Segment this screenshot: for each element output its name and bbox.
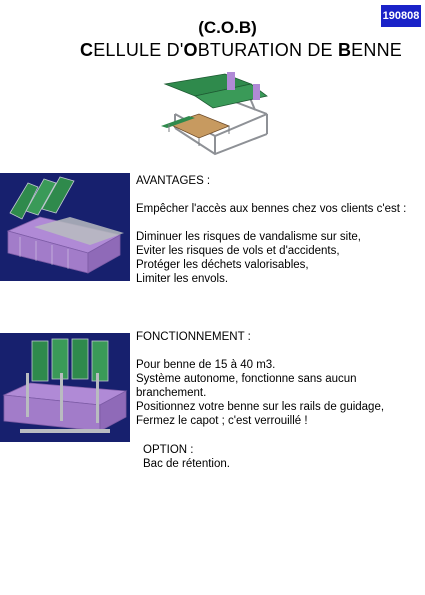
reference-badge: 190808 — [381, 5, 421, 27]
fonctionnement-line: Pour benne de 15 à 40 m3. — [136, 359, 276, 371]
title-letter-b: B — [337, 40, 352, 60]
avantages-intro: Empêcher l'accès aux bennes chez vos clients c'est : — [136, 203, 407, 215]
closed-bin-illustration — [0, 333, 130, 442]
fonctionnement-section — [136, 330, 384, 428]
avantages-item: Diminuer les risques de vandalisme sur site, — [136, 231, 361, 243]
cob-technical-drawing — [155, 66, 280, 166]
avantages-item: Eviter les risques de vols et d'accidents, — [136, 245, 340, 257]
fonctionnement-line: branchement. — [136, 387, 207, 399]
title-part-1: ELLULE D' — [93, 40, 184, 60]
option-section — [143, 443, 230, 471]
fonctionnement-heading: FONCTIONNEMENT : — [136, 331, 251, 343]
title-full — [80, 40, 402, 61]
option-heading: OPTION : — [143, 444, 194, 456]
fonctionnement-line: Positionnez votre benne sur les rails de guidage, — [136, 401, 385, 413]
avantages-section — [136, 174, 406, 286]
avantages-heading: AVANTAGES : — [136, 175, 211, 187]
option-text: Bac de rétention. — [143, 458, 230, 470]
fonctionnement-line: Fermez le capot ; c'est verrouillé ! — [136, 415, 308, 427]
title-acronym: (C.O.B) — [198, 18, 257, 37]
fonctionnement-line: Système autonome, fonctionne sans aucun — [136, 373, 357, 385]
title-part-2: BTURATION DE — [197, 40, 338, 60]
title-letter-c: C — [80, 40, 94, 60]
open-bin-illustration — [0, 173, 130, 281]
title-letter-o: O — [183, 40, 198, 60]
title-part-3: ENNE — [351, 40, 402, 60]
avantages-item: Limiter les envols. — [136, 273, 229, 285]
avantages-item: Protéger les déchets valorisables, — [136, 259, 309, 271]
